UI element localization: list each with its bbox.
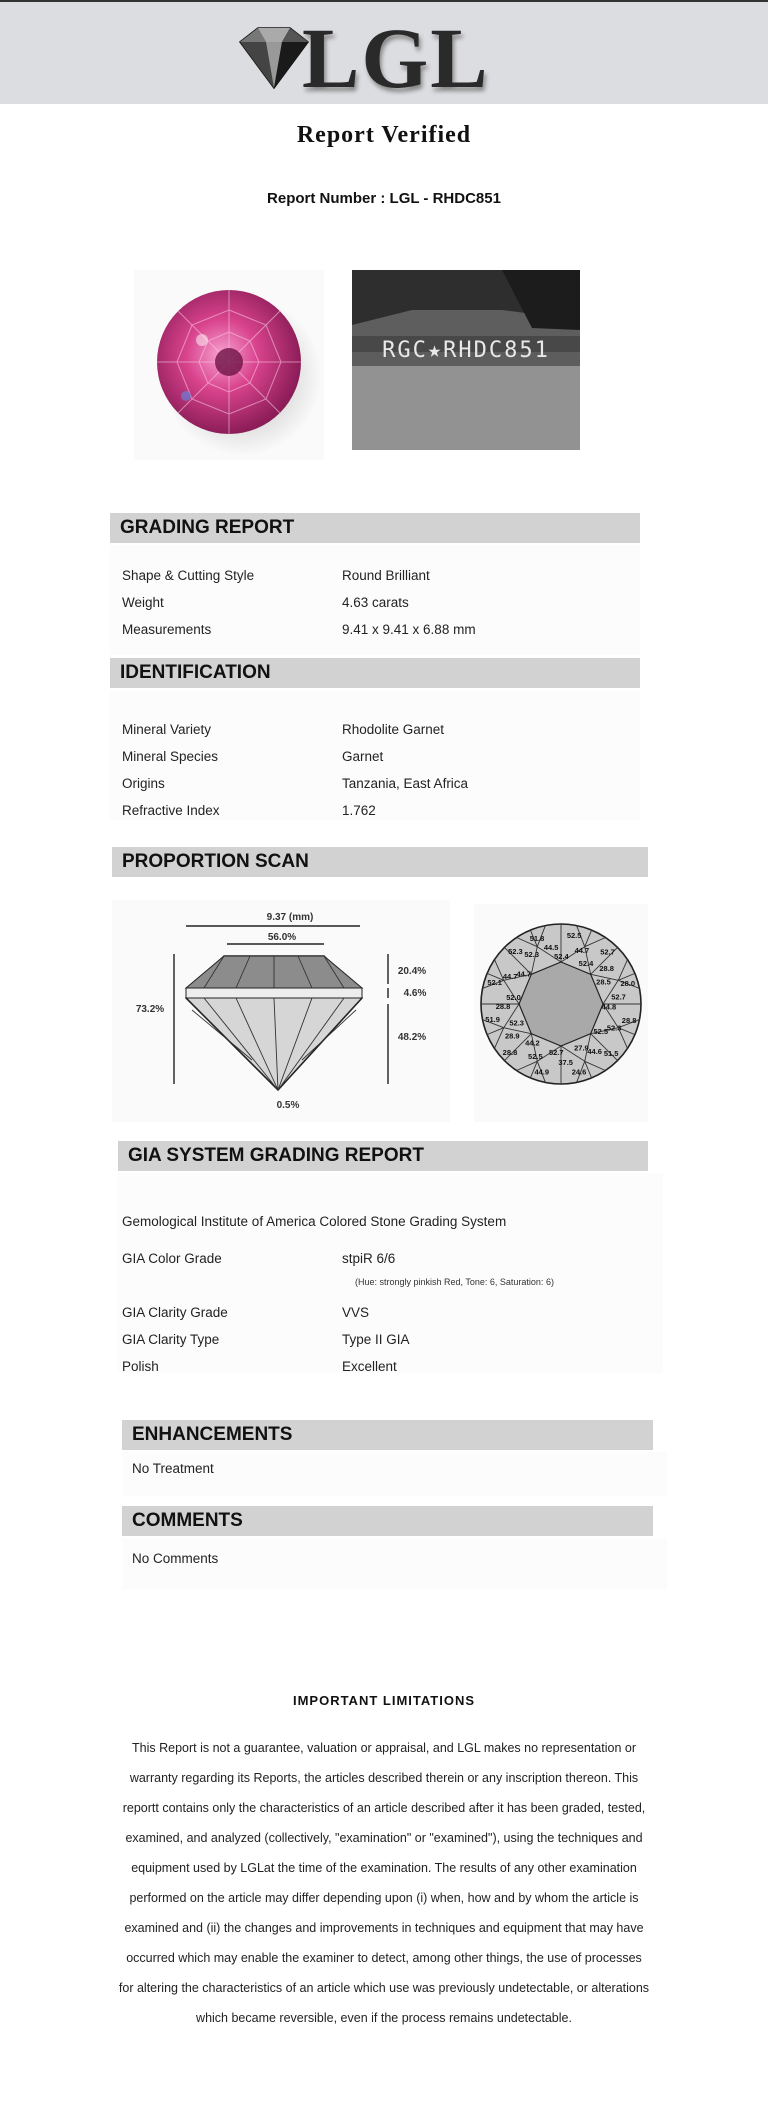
gia-clarity-type-label: GIA Clarity Type — [122, 1332, 220, 1347]
logo-text: LGL — [302, 10, 490, 106]
refractive-index-label: Refractive Index — [122, 803, 220, 818]
refractive-index-value: 1.762 — [342, 803, 376, 818]
top-view-label: 51.8 — [529, 934, 545, 944]
gia-subtitle: Gemological Institute of America Colored Stone Grading System — [122, 1214, 507, 1229]
report-number: Report Number : LGL - RHDC851 — [267, 190, 501, 207]
top-view-label: 28.9 — [505, 1031, 520, 1041]
profile-diagram — [112, 900, 450, 1122]
polish-value: Excellent — [342, 1359, 397, 1374]
measurements-value: 9.41 x 9.41 x 6.88 mm — [342, 622, 476, 637]
top-view-label: 52.5 — [528, 1052, 543, 1062]
proportion-scan-heading: PROPORTION SCAN — [112, 847, 648, 877]
gia-heading: GIA SYSTEM GRADING REPORT — [118, 1141, 648, 1171]
top-view-label: 44.7 — [574, 945, 590, 955]
top-view-label: 52.4 — [578, 959, 594, 969]
gia-color-note: (Hue: strongly pinkish Red, Tone: 6, Saturation: 6) — [355, 1277, 554, 1287]
top-view-label: 52.3 — [509, 1018, 524, 1028]
top-view-label: 28.8 — [495, 1002, 511, 1012]
gia-color-label: GIA Color Grade — [122, 1251, 222, 1266]
gia-color-value: stpiR 6/6 — [342, 1251, 396, 1266]
top-view-label: 44.7 — [502, 972, 518, 982]
top-view-label: 52.7 — [611, 992, 626, 1002]
top-view-label: 52.7 — [548, 1047, 564, 1057]
site-header — [0, 2, 768, 104]
page-title: Report Verified — [296, 122, 472, 148]
comments-value: No Comments — [132, 1551, 219, 1566]
top-view-label: 52.0 — [506, 993, 521, 1003]
diamond-icon — [232, 24, 312, 94]
top-view-label: 24.6 — [571, 1067, 587, 1077]
shape-value: Round Brilliant — [342, 568, 430, 583]
limitations-text: This Report is not a guarantee, valuation or appraisal, and LGL makes no representation or warranty regarding its Reports, the articles described therein or any inscription thereon. This reportt contains only the characteristics of an article described after it has been graded, tested, examined, and analyzed (collectively, "examination" or "examined"), using the techniques and equipment used by LGLat the time of the examination. The results of any other examination performed on the article may differ depending upon (i) when, how and by whom the article is examined and (ii) the changes and improvements in techniques and equipment that may have occurred which may enable the examiner to detect, among other things, the use of processes for altering the characteristics of an article which use was previously undetectable, or alterations which became reversible, even if the process remains undetectable. — [118, 1741, 650, 2025]
weight-value: 4.63 carats — [342, 595, 409, 610]
top-view-diagram — [474, 904, 648, 1122]
top-view-label: 52.4 — [554, 952, 569, 962]
top-view-label: 28.8 — [502, 1047, 518, 1057]
gia-clarity-grade-label: GIA Clarity Grade — [122, 1305, 228, 1320]
profile-table-label: 56.0% — [267, 932, 297, 943]
identification-heading: IDENTIFICATION — [110, 658, 640, 688]
shape-label: Shape & Cutting Style — [122, 568, 255, 583]
top-view-label: 44.7 — [516, 969, 532, 979]
top-view-label: 52.5 — [593, 1026, 609, 1036]
top-view-label: 44.8 — [601, 1002, 617, 1012]
comments-heading: COMMENTS — [122, 1506, 653, 1536]
inscription-text: RGC★RHDC851 — [382, 338, 550, 363]
top-view-label: 28.8 — [621, 1016, 637, 1026]
gem-photo — [134, 270, 324, 460]
mineral-species-value: Garnet — [342, 749, 384, 764]
top-view-label: 27.9 — [574, 1043, 589, 1053]
origins-label: Origins — [122, 776, 165, 791]
profile-crown-label: 20.4% — [397, 966, 427, 977]
measurements-label: Measurements — [122, 622, 212, 637]
top-view-label: 52.7 — [600, 947, 615, 957]
polish-label: Polish — [122, 1359, 159, 1374]
top-view-label: 52.3 — [508, 946, 523, 956]
top-view-label: 44.2 — [525, 1038, 540, 1048]
top-view-label: 52.3 — [524, 949, 540, 959]
origins-value: Tanzania, East Africa — [342, 776, 469, 791]
profile-depth-label: 73.2% — [135, 1004, 165, 1015]
gia-clarity-grade-value: VVS — [342, 1305, 370, 1320]
grading-report-heading: GRADING REPORT — [110, 513, 640, 543]
top-view-label: 51.5 — [603, 1048, 619, 1058]
mineral-species-label: Mineral Species — [122, 749, 219, 764]
inscription-photo — [352, 270, 580, 450]
top-view-label: 51.9 — [485, 1014, 500, 1024]
weight-label: Weight — [122, 595, 164, 610]
top-view-label: 44.5 — [543, 942, 559, 952]
enhancements-heading: ENHANCEMENTS — [122, 1420, 653, 1450]
mineral-variety-label: Mineral Variety — [122, 722, 212, 737]
top-view-label: 28.0 — [620, 978, 636, 988]
top-view-label: 44.6 — [587, 1047, 602, 1057]
top-view-label: 52.3 — [606, 1023, 622, 1033]
profile-pavilion-label: 48.2% — [397, 1032, 427, 1043]
top-view-label: 37.5 — [558, 1057, 573, 1067]
enhancements-value: No Treatment — [132, 1461, 214, 1476]
top-view-label: 52.5 — [566, 931, 582, 941]
profile-girdle-label: 4.6% — [403, 988, 427, 999]
profile-width-label: 9.37 (mm) — [266, 912, 314, 923]
lgl-logo[interactable] — [232, 10, 492, 106]
profile-culet-label: 0.5% — [276, 1100, 300, 1111]
mineral-variety-value: Rhodolite Garnet — [342, 722, 445, 737]
top-view-label: 52.1 — [487, 977, 502, 987]
top-view-label: 44.9 — [534, 1067, 550, 1077]
limitations-heading: IMPORTANT LIMITATIONS — [292, 1693, 476, 1708]
gia-clarity-type-value: Type II GIA — [342, 1332, 410, 1347]
top-view-label: 28.8 — [599, 964, 614, 974]
top-view-label: 28.5 — [596, 977, 611, 987]
